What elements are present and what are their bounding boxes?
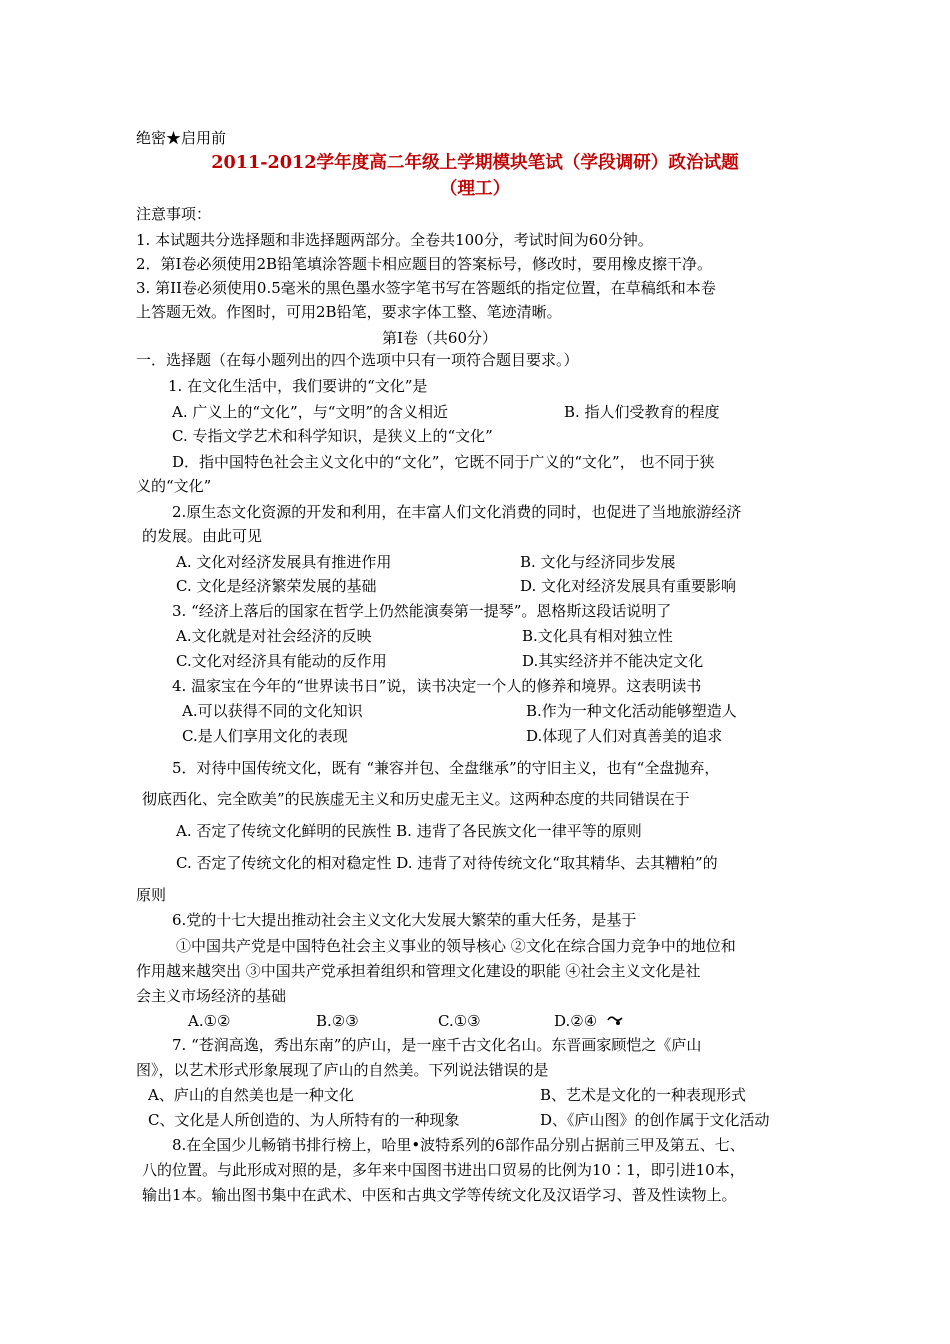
section-heading: 一．选择题（在每小题列出的四个选项中只有一项符合题目要求。） — [136, 351, 579, 369]
q2-option-a: A. 文化对经济发展具有推进作用 — [176, 553, 392, 571]
q6-stem: 6.党的十七大提出推动社会主义文化大发展大繁荣的重大任务，是基于 — [172, 911, 637, 929]
q5-options-ab: A. 否定了传统文化鲜明的民族性 B. 违背了各民族文化一律平等的原则 — [176, 822, 642, 840]
q2-stem: 2.原生态文化资源的开发和利用，在丰富人们文化消费的同时，也促进了当地旅游经济 — [172, 503, 742, 521]
q1-option-d: D．指中国特色社会主义文化中的“文化”，它既不同于广义的“文化”， 也不同于狭 — [172, 453, 715, 471]
q4-option-a: A.可以获得不同的文化知识 — [182, 702, 363, 720]
q2-stem-cont: 的发展。由此可见 — [142, 527, 263, 545]
q1-option-b: B. 指人们受教育的程度 — [564, 403, 720, 421]
exam-title: 2011-2012学年度高二年级上学期模块笔试（学段调研）政治试题 — [211, 152, 739, 173]
q8-line-3: 输出1本。输出图书集中在武术、中医和古典文学等传统文化及汉语学习、普及性读物上。 — [142, 1186, 737, 1204]
q2-option-c: C. 文化是经济繁荣发展的基础 — [176, 577, 377, 595]
q5-options-cd: C. 否定了传统文化的相对稳定性 D. 违背了对待传统文化“取其精华、去其糟粕”的 — [176, 854, 718, 872]
confidential-mark: 绝密★启用前 — [136, 129, 227, 147]
q7-option-d: D、《庐山图》的创作属于文化活动 — [540, 1111, 770, 1129]
q4-option-b: B.作为一种文化活动能够塑造人 — [526, 702, 737, 720]
q1-option-a: A. 广义上的“文化”，与“文明”的含义相近 — [172, 403, 449, 421]
q5-stem-cont: 彻底西化、完全欧美”的民族虚无主义和历史虚无主义。这两种态度的共同错误在于 — [142, 790, 690, 808]
q3-option-b: B.文化具有相对独立性 — [522, 627, 673, 645]
q6-statements-3: 会主义市场经济的基础 — [136, 987, 287, 1005]
q5-stem: 5．对待中国传统文化，既有 “兼容并包、全盘继承”的守旧主义，也有“全盘抛弃， — [172, 759, 720, 777]
q2-option-b: B. 文化与经济同步发展 — [520, 553, 676, 571]
part-heading: 第Ⅰ卷（共60分） — [382, 329, 498, 347]
q3-option-a: A.文化就是对社会经济的反映 — [176, 627, 372, 645]
q7-option-a: A、庐山的自然美也是一种文化 — [148, 1086, 354, 1104]
q1-option-c: C. 专指文学艺术和科学知识，是狭义上的“文化” — [172, 427, 493, 445]
notice-heading: 注意事项： — [136, 205, 212, 223]
q7-stem-cont: 图》，以艺术形式形象展现了庐山的自然美。下列说法错误的是 — [136, 1061, 549, 1079]
q1-stem: 1. 在文化生活中，我们要讲的“文化”是 — [168, 377, 428, 395]
q3-stem: 3. “经济上落后的国家在哲学上仍然能演奏第一提琴”。恩格斯这段话说明了 — [172, 602, 672, 620]
q8-line-2: 八的位置。与此形成对照的是，多年来中国图书进出口贸易的比例为10∶1，即引进10本， — [142, 1161, 745, 1179]
q7-option-c: C、文化是人所创造的、为人所特有的一种现象 — [148, 1111, 460, 1129]
q2-option-d: D. 文化对经济发展具有重要影响 — [520, 577, 737, 595]
q6-statements-2: 作用越来越突出 ③中国共产党承担着组织和管理文化建设的职能 ④社会主义文化是社 — [136, 962, 701, 980]
q6-option-c: C.①③ — [438, 1012, 481, 1030]
notice-item-3-cont: 上答题无效。作图时，可用2B铅笔，要求字体工整、笔迹清晰。 — [136, 303, 562, 321]
q8-line-1: 8.在全国少儿畅销书排行榜上，哈里•波特系列的6部作品分别占据前三甲及第五、七、 — [172, 1136, 745, 1154]
q6-statements-1: ①中国共产党是中国特色社会主义事业的领导核心 ②文化在综合国力竞争中的地位和 — [176, 937, 736, 955]
q7-option-b: B、艺术是文化的一种表现形式 — [540, 1086, 747, 1104]
q3-option-d: D.其实经济并不能决定文化 — [522, 652, 704, 670]
notice-item-2: 2．第Ⅰ卷必须使用2B铅笔填涂答题卡相应题目的答案标号，修改时，要用橡皮擦干净。 — [136, 255, 713, 273]
q4-option-d: D.体现了人们对真善美的追求 — [526, 727, 723, 745]
notice-item-1: 1. 本试题共分选择题和非选择题两部分。全卷共100分，考试时间为60分钟。 — [136, 231, 653, 249]
q6-option-d: D.②④ — [554, 1012, 598, 1030]
q7-stem: 7. “苍润高逸，秀出东南”的庐山，是一座千古文化名山。东晋画家顾恺之《庐山 — [172, 1036, 702, 1054]
q3-option-c: C.文化对经济具有能动的反作用 — [176, 652, 387, 670]
q4-option-c: C.是人们享用文化的表现 — [182, 727, 348, 745]
q4-stem: 4. 温家宝在今年的“世界读书日”说，读书决定一个人的修养和境界。这表明读书 — [172, 677, 702, 695]
scan-mark-icon — [606, 1013, 624, 1027]
q5-options-cd-cont: 原则 — [136, 886, 167, 904]
notice-item-3: 3. 第II卷必须使用0.5毫米的黑色墨水签字笔书写在答题纸的指定位置，在草稿纸和本卷 — [136, 279, 716, 297]
q6-option-a: A.①② — [188, 1012, 231, 1030]
q6-option-b: B.②③ — [316, 1012, 359, 1030]
q1-option-d-cont: 义的“文化” — [136, 477, 212, 495]
exam-subtitle: （理工） — [439, 178, 511, 199]
